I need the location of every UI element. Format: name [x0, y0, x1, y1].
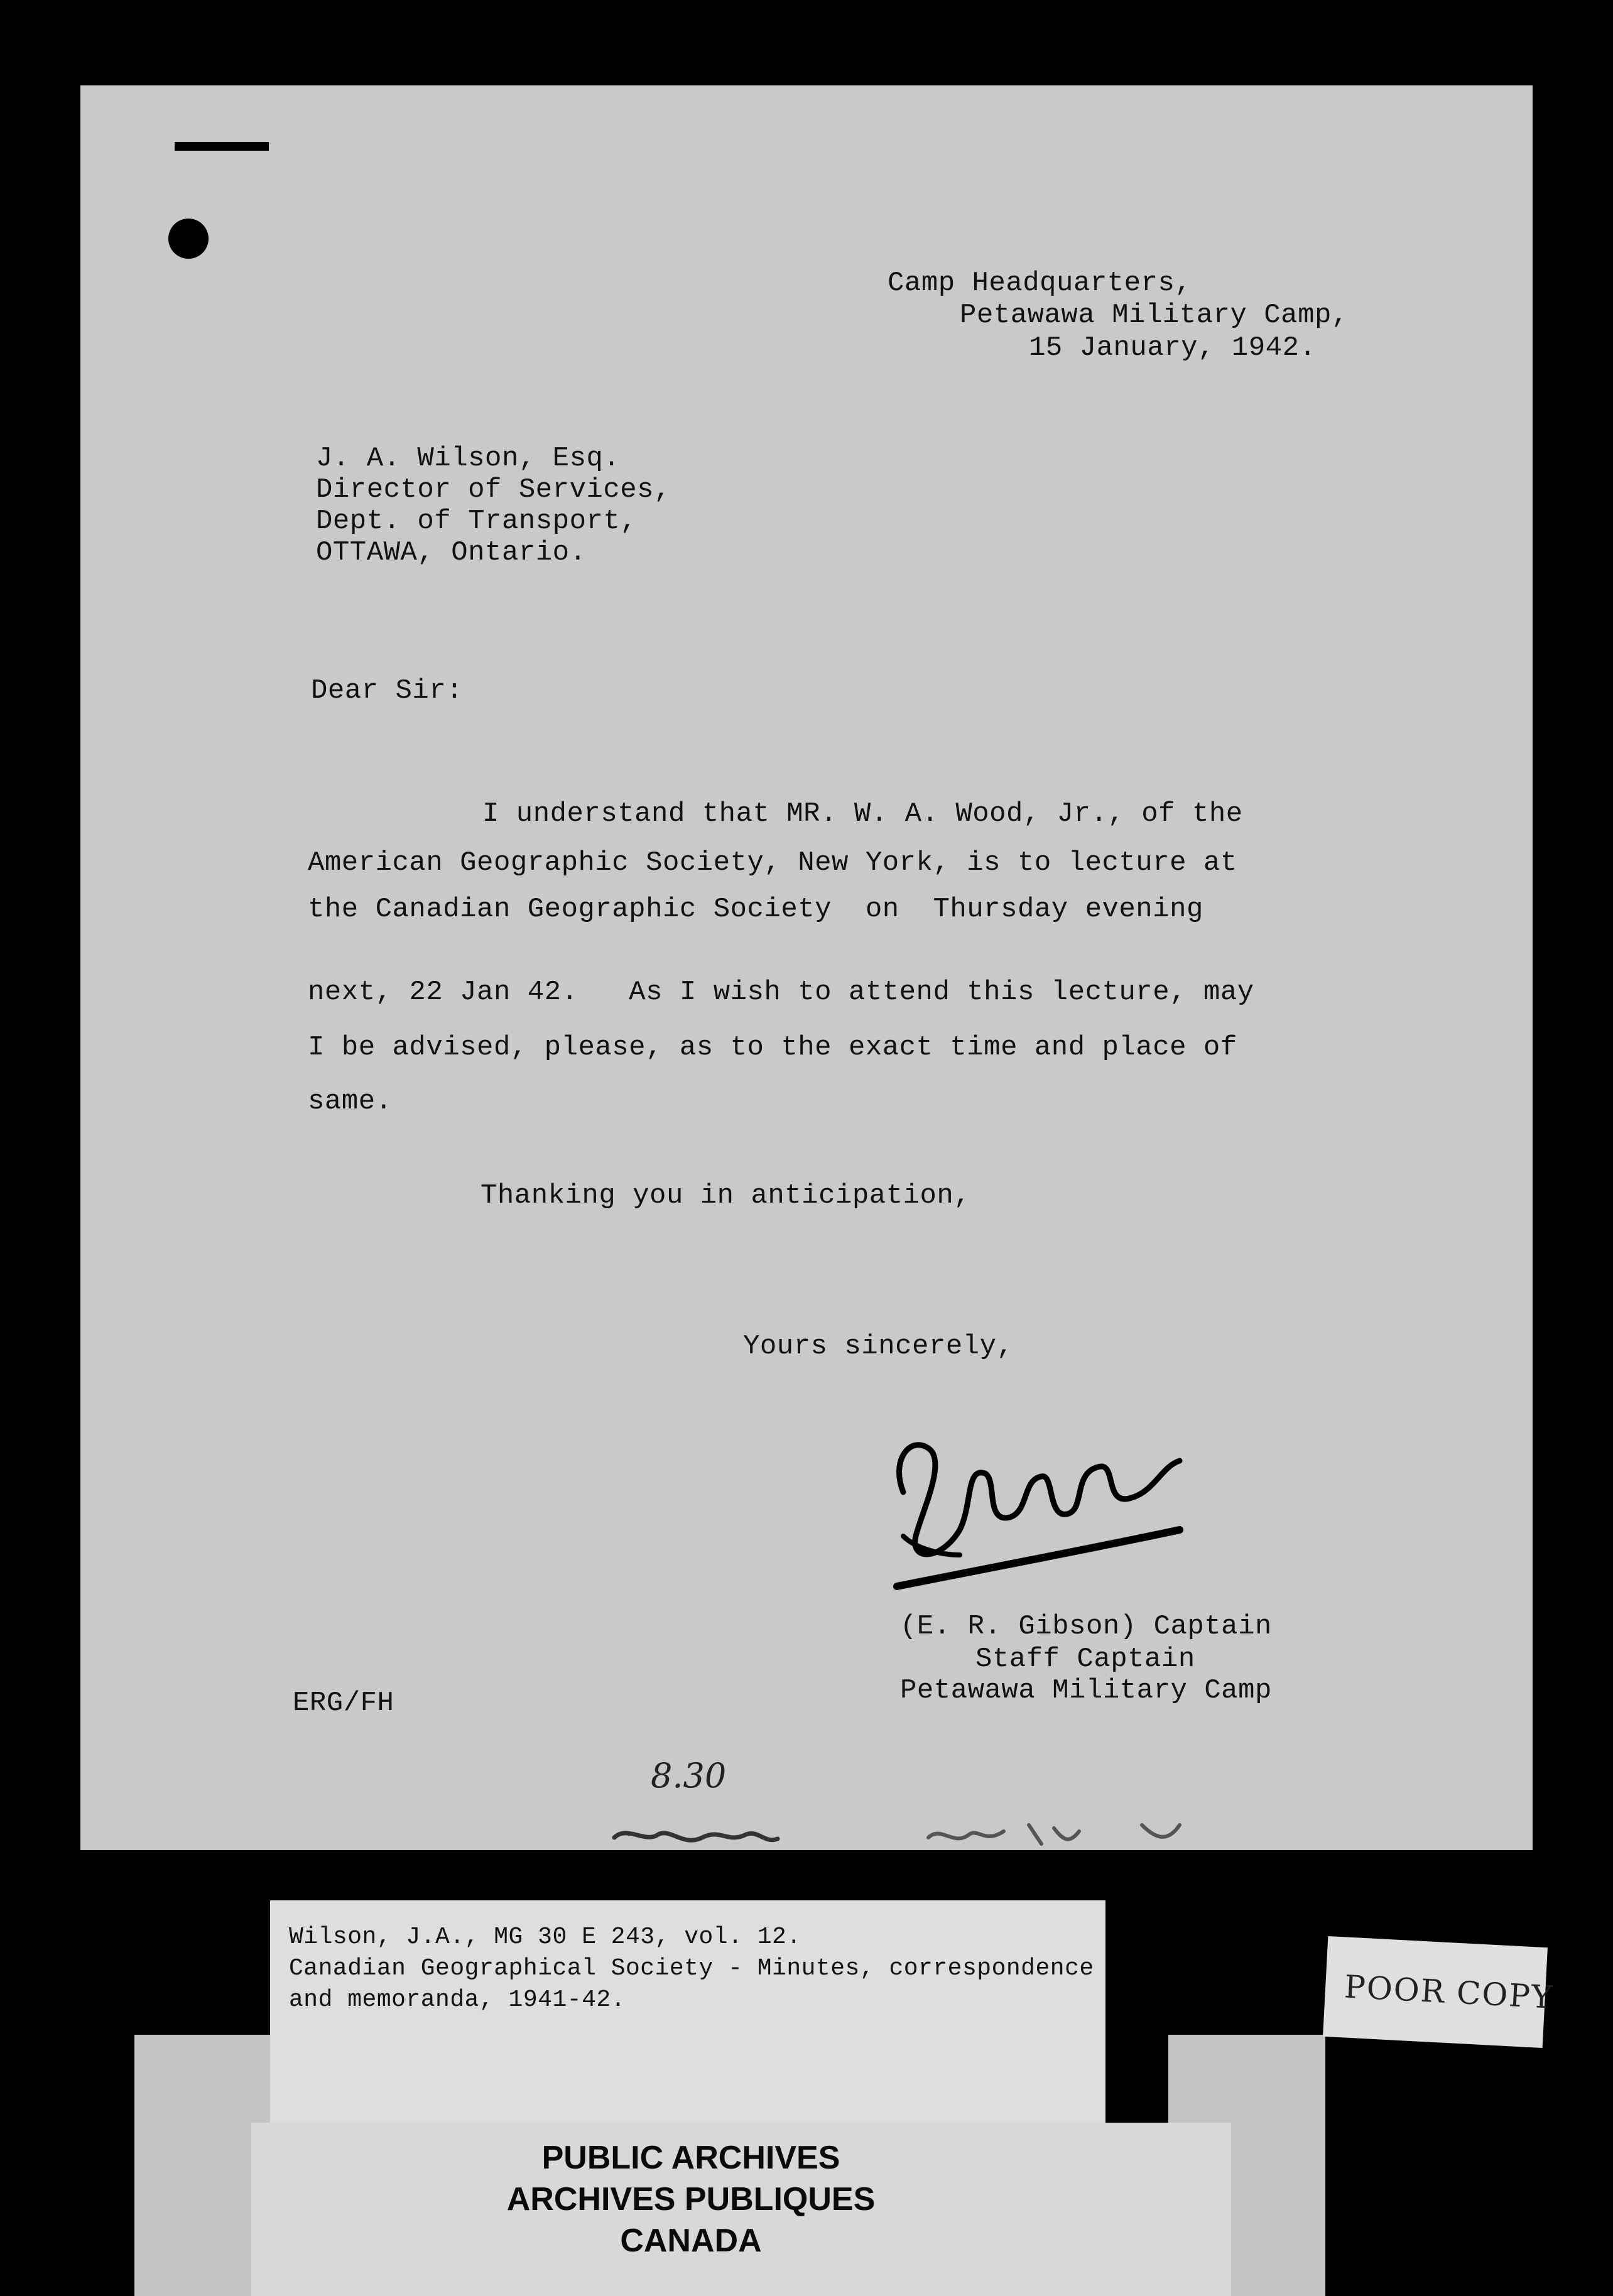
stamp-line: CANADA [620, 2223, 762, 2259]
closing-line: Thanking you in anticipation, [481, 1180, 971, 1211]
stamp-line: ARCHIVES PUBLIQUES [506, 2181, 876, 2217]
body-line: I understand that MR. W. A. Wood, Jr., of the [482, 798, 1243, 830]
poor-copy-note [1323, 1936, 1555, 2048]
salutation: Dear Sir: [311, 675, 464, 707]
signer-name: (E. R. Gibson) Captain [900, 1611, 1272, 1642]
header-location: Camp Headquarters, [888, 268, 1192, 299]
valediction: Yours sincerely, [743, 1331, 1014, 1362]
poor-copy-text: POOR COPY [1343, 1968, 1555, 2016]
signer-title: Staff Captain [975, 1643, 1195, 1675]
archive-label-line: Canadian Geographical Society - Minutes, correspondence [289, 1955, 1094, 1982]
handwritten-scribble [602, 1800, 1355, 1875]
archives-stamp [251, 2123, 1231, 2296]
archive-label-line: Wilson, J.A., MG 30 E 243, vol. 12. [289, 1924, 801, 1951]
reference-initials: ERG/FH [293, 1687, 394, 1719]
signer-unit: Petawawa Military Camp [900, 1675, 1272, 1706]
body-line: American Geographic Society, New York, is to lecture at [308, 847, 1237, 879]
archive-label [270, 1900, 1105, 2143]
recipient-name: J. A. Wilson, Esq. [316, 443, 621, 474]
recipient-city: OTTAWA, Ontario. [316, 537, 587, 568]
ink-mark [175, 142, 269, 151]
punch-hole [168, 219, 209, 259]
signature [866, 1373, 1217, 1611]
header-camp: Petawawa Military Camp, [960, 300, 1349, 331]
archive-label-line: and memoranda, 1941-42. [289, 1986, 626, 2013]
body-line: next, 22 Jan 42. As I wish to attend this lecture, may [308, 977, 1254, 1008]
letter-page [80, 85, 1533, 1850]
body-line: same. [308, 1086, 393, 1117]
recipient-title: Director of Services, [316, 474, 671, 506]
header-date: 15 January, 1942. [1029, 332, 1317, 364]
recipient-department: Dept. of Transport, [316, 506, 638, 537]
handwritten-time: 8.30 [651, 1756, 727, 1795]
stamp-line: PUBLIC ARCHIVES [541, 2140, 840, 2176]
body-line: I be advised, please, as to the exact time and place of [308, 1032, 1237, 1063]
body-line: the Canadian Geographic Society on Thursday evening [308, 894, 1203, 925]
